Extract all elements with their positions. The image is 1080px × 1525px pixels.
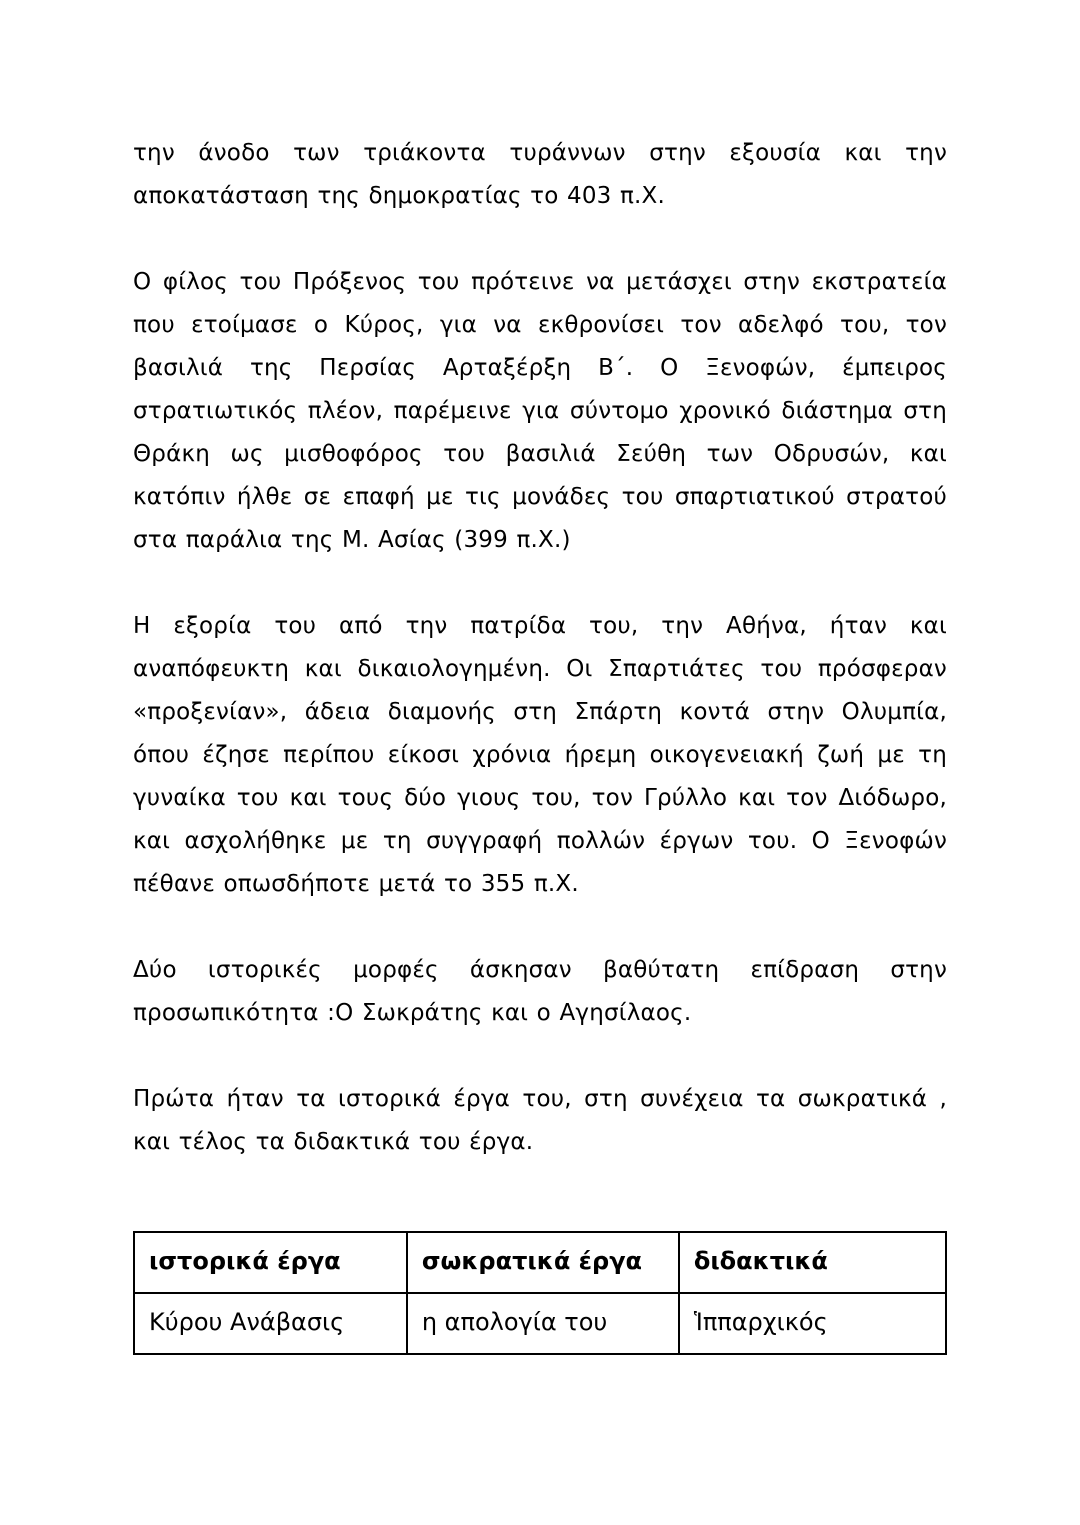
paragraph-1: την άνοδο των τριάκοντα τυράννων στην εξουσία και την αποκατάσταση της δημοκρατίας το 403 π.Χ.: [133, 140, 947, 209]
paragraph-3: Η εξορία του από την πατρίδα του, την Αθήνα, ήταν και αναπόφευκτη και δικαιολογημένη. Οι Σπαρτιάτες του πρόσφεραν «προξενίαν», άδεια διαμονής στη Σπάρτη κοντά στην Ολυμπία, όπου έζησε περίπου είκοσι χρόνια ήρεμη οικογενειακή ζωή με τη γυναίκα του και τους δύο γιους του, τον Γρύλλο και τον Διόδωρο, και ασχολήθηκε με τη συγγραφή πολλών έργων του. Ο Ξενοφών πέθανε οπωσδήποτε μετά το 355 π.Χ.: [133, 613, 947, 897]
paragraph-2: Ο φίλος του Πρόξενος του πρότεινε να μετάσχει στην εκστρατεία που ετοίμασε ο Κύρος, για να εκθρονίσει τον αδελφό του, τον βασιλιά της Περσίας Αρταξέρξη Β΄. Ο Ξενοφών, έμπειρος στρατιωτικός πλέον, παρέμεινε για σύντομο χρονικό διάστημα στη Θράκη ως μισθοφόρος του βασιλιά Σεύθη των Οδρυσών, και κατόπιν ήλθε σε επαφή με τις μονάδες του σπαρτιατικού στρατού στα παράλια της Μ. Ασίας (399 π.Χ.): [133, 269, 947, 553]
works-table-header: [134, 1232, 946, 1293]
table-cell: Ἱππαρχικός: [679, 1293, 946, 1354]
table-row: [134, 1293, 946, 1354]
works-table: [133, 1231, 947, 1355]
paragraph-4: Δύο ιστορικές μορφές άσκησαν βαθύτατη επίδραση στην προσωπικότητα :Ο Σωκράτης και ο Αγησίλαος.: [133, 957, 947, 1026]
works-table-body: [134, 1293, 946, 1354]
table-cell: Κύρου Ανάβασις: [134, 1293, 407, 1354]
paragraph-5: Πρώτα ήταν τα ιστορικά έργα του, στη συνέχεια τα σωκρατικά , και τέλος τα διδακτικά του έργα.: [133, 1086, 947, 1155]
table-header-cell: ιστορικά έργα: [134, 1232, 407, 1293]
table-cell: η απολογία του: [407, 1293, 679, 1354]
body-text: [133, 132, 947, 1164]
table-header-cell: σωκρατικά έργα: [407, 1232, 679, 1293]
table-header-cell: διδακτικά: [679, 1232, 946, 1293]
table-header-row: [134, 1232, 946, 1293]
